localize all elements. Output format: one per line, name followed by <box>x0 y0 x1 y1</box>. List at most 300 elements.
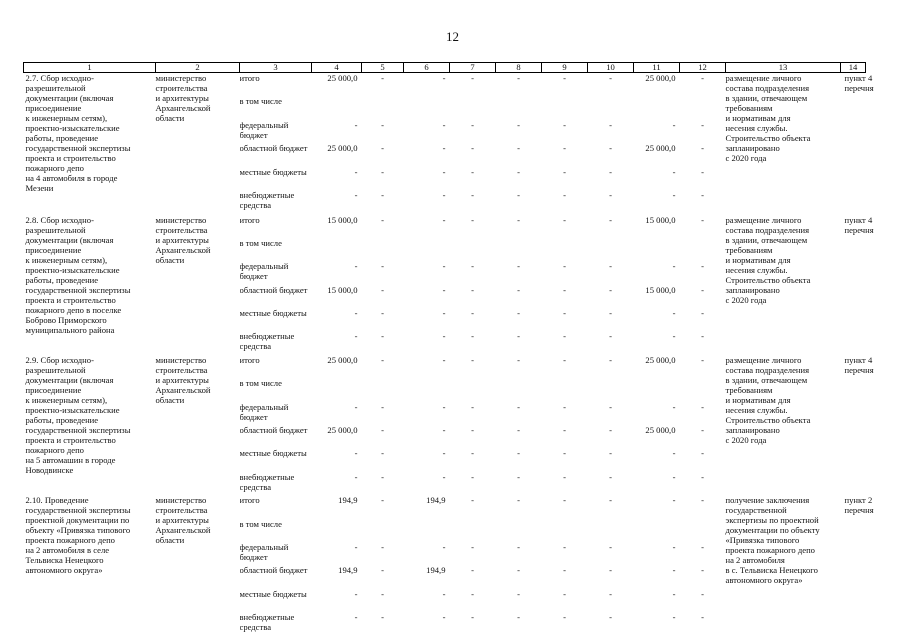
amount-cell <box>680 261 726 284</box>
column-header-6: 6 <box>404 63 450 73</box>
amount-value: - <box>471 541 474 552</box>
funding-source: федеральный бюджет <box>239 541 289 562</box>
amount-value: 25 000,0 <box>327 143 358 154</box>
list-reference-line: перечня <box>844 224 874 235</box>
funding-source: областной бюджет <box>239 284 308 295</box>
amount-cell <box>588 238 634 261</box>
expected-result-line: с 2020 года <box>725 294 767 305</box>
amount-cell <box>634 355 680 378</box>
amount-value: - <box>701 308 704 319</box>
activity-row <box>24 355 866 495</box>
expected-result-line: Строительство объекта <box>725 274 811 285</box>
amount-value: - <box>701 119 704 130</box>
amount-cell <box>450 425 496 448</box>
activity-name <box>24 355 156 495</box>
executor-line: области <box>155 254 185 265</box>
amount-value: - <box>354 471 358 482</box>
amount-cell <box>312 261 362 284</box>
amount-column-4 <box>312 215 362 355</box>
expected-result-line: запланировано <box>725 143 780 153</box>
amount-value: 25 000,0 <box>645 354 676 365</box>
amount-value: - <box>609 119 612 130</box>
amount-column-5 <box>362 73 404 215</box>
amount-cell <box>680 73 726 96</box>
activity-name-line: автономного округа» <box>25 565 103 576</box>
amount-value: - <box>563 425 566 436</box>
amount-cell <box>404 143 450 166</box>
executor-line: министерство <box>155 73 207 83</box>
amount-value: - <box>517 331 520 342</box>
funding-source: местные бюджеты <box>239 448 307 459</box>
amount-value: - <box>471 401 474 412</box>
expected-result-line: требованиям <box>725 384 773 395</box>
amount-cell <box>588 495 634 518</box>
amount-value: 25 000,0 <box>645 73 676 83</box>
expected-result-line: состава подразделения <box>725 224 810 235</box>
amount-value: - <box>442 143 446 154</box>
amount-column-7 <box>450 73 496 215</box>
activity-name-line: проектной документации по <box>25 515 130 526</box>
funding-source: федеральный бюджет <box>239 119 289 140</box>
amount-value: - <box>672 261 676 272</box>
executor-line: Архангельской <box>155 525 211 536</box>
executor-line: и архитектуры <box>155 374 209 385</box>
amount-cell <box>588 120 634 143</box>
amount-value: - <box>442 166 446 177</box>
amount-cell <box>542 73 588 96</box>
amount-value: 25 000,0 <box>327 354 358 365</box>
amount-cell <box>680 378 726 401</box>
executor-line: области <box>155 394 185 405</box>
funding-sources <box>240 495 312 635</box>
amount-value: - <box>517 166 520 177</box>
funding-source: федеральный бюджет <box>239 261 289 282</box>
amount-column-11 <box>634 355 680 495</box>
list-reference-line: пункт 2 <box>844 495 873 506</box>
executor-line: и архитектуры <box>155 234 209 245</box>
funding-source: местные бюджеты <box>239 166 307 177</box>
amount-value: - <box>381 471 384 482</box>
column-header-14: 14 <box>841 63 866 73</box>
expected-result-line: несения службы. <box>725 123 788 133</box>
amount-cell <box>312 589 362 612</box>
amount-cell <box>496 472 542 495</box>
amount-column-4 <box>312 355 362 495</box>
activity-name-line: проекта и строительство <box>25 294 116 305</box>
expected-result-line: в здании, отвечающем <box>725 93 808 103</box>
amount-cell <box>634 167 680 190</box>
list-reference <box>841 495 874 635</box>
amount-cell <box>496 167 542 190</box>
amount-cell <box>450 495 496 518</box>
activity-name-line: 2.7. Сбор исходно- <box>25 73 94 83</box>
amount-column-5 <box>362 495 404 635</box>
amount-value: - <box>381 308 384 319</box>
amount-cell <box>588 143 634 166</box>
amount-cell <box>404 120 450 143</box>
amount-value: - <box>354 261 358 272</box>
amount-cell <box>312 448 362 471</box>
expected-result-line: государственной <box>725 505 787 516</box>
amount-value: - <box>563 565 566 576</box>
amount-value: - <box>517 214 520 225</box>
amount-cell <box>634 612 680 635</box>
amount-value: - <box>672 119 676 130</box>
activity-name-line: пожарного депо в поселке <box>25 304 122 315</box>
amount-column-8 <box>496 73 542 215</box>
activity-name-line: на 2 автомобиля в селе <box>25 545 110 556</box>
amount-cell <box>450 448 496 471</box>
expected-result-line: «Привязка типового <box>725 535 800 546</box>
amount-value: - <box>442 73 446 83</box>
amount-value: - <box>442 541 446 552</box>
amount-value: 25 000,0 <box>327 73 358 83</box>
amount-cell <box>680 190 726 213</box>
activity-name-line: к инженерным сетям), <box>25 113 108 123</box>
amount-cell <box>634 96 680 119</box>
executor-line: области <box>155 535 185 546</box>
amount-cell <box>450 120 496 143</box>
amount-value: - <box>354 541 358 552</box>
expected-result-line: с 2020 года <box>725 153 767 163</box>
amount-cell <box>312 425 362 448</box>
amount-value: - <box>609 308 612 319</box>
amount-cell <box>312 542 362 565</box>
amount-value: - <box>563 143 566 154</box>
amount-value: - <box>609 331 612 342</box>
amount-cell <box>362 355 404 378</box>
list-reference-line: перечня <box>844 83 874 93</box>
list-reference-line: перечня <box>844 505 874 516</box>
amount-cell <box>450 355 496 378</box>
expected-result-line: автономного округа» <box>725 575 803 586</box>
amount-column-5 <box>362 355 404 495</box>
amount-column-12 <box>680 215 726 355</box>
amount-value: - <box>471 308 474 319</box>
amount-cell <box>680 565 726 588</box>
amount-value: - <box>563 495 566 506</box>
amount-cell <box>496 542 542 565</box>
amount-value: - <box>442 284 446 295</box>
amount-cell <box>496 261 542 284</box>
amount-cell <box>404 167 450 190</box>
amount-column-8 <box>496 355 542 495</box>
amount-cell <box>634 589 680 612</box>
amount-value: - <box>442 261 446 272</box>
amount-value: - <box>381 588 384 599</box>
amount-value: - <box>701 166 704 177</box>
amount-cell <box>312 565 362 588</box>
amount-cell <box>680 331 726 354</box>
amount-cell <box>634 519 680 542</box>
amount-value: 194,9 <box>426 565 446 576</box>
amount-cell <box>634 143 680 166</box>
executor-line: и архитектуры <box>155 93 209 103</box>
amount-value: - <box>701 189 704 200</box>
amount-value: - <box>442 612 446 623</box>
activity-name-line: Тельвиска Ненецкого <box>25 555 104 566</box>
activity-name-line: присоединение <box>25 244 82 255</box>
amount-value: - <box>563 284 566 295</box>
amount-value: - <box>701 331 704 342</box>
amount-column-5 <box>362 215 404 355</box>
amount-value: - <box>563 401 566 412</box>
amount-value: 15 000,0 <box>645 284 676 295</box>
amount-cell <box>542 143 588 166</box>
amount-value: - <box>701 214 704 225</box>
amount-cell <box>634 378 680 401</box>
amount-cell <box>680 215 726 238</box>
amount-column-10 <box>588 355 634 495</box>
amount-value: - <box>517 425 520 436</box>
amount-cell <box>362 495 404 518</box>
activity-name-line: разрешительной <box>25 364 86 375</box>
expected-result-line: в здании, отвечающем <box>725 234 808 245</box>
amount-value: - <box>701 284 704 295</box>
amount-cell <box>588 565 634 588</box>
amount-cell <box>496 402 542 425</box>
executor-line: строительства <box>155 83 208 93</box>
amount-cell <box>312 190 362 213</box>
amount-cell <box>496 143 542 166</box>
amount-value: - <box>442 331 446 342</box>
amount-cell <box>634 448 680 471</box>
expected-result-line: требованиям <box>725 103 773 113</box>
amount-value: - <box>563 119 566 130</box>
funding-source: местные бюджеты <box>239 588 307 599</box>
amount-cell <box>312 215 362 238</box>
header-row <box>24 63 866 73</box>
amount-value: - <box>701 354 704 365</box>
list-reference <box>841 214 874 355</box>
amount-cell <box>404 425 450 448</box>
amount-value: - <box>517 471 520 482</box>
amount-cell <box>680 143 726 166</box>
activity-name-line: Боброво Приморского <box>25 314 107 325</box>
executor-line: министерство <box>155 214 207 225</box>
activity-name-line: государственной экспертизы <box>25 284 131 295</box>
amount-cell <box>634 565 680 588</box>
activity-name-line: муниципального района <box>25 324 115 335</box>
amount-value: - <box>701 401 704 412</box>
amount-cell <box>634 238 680 261</box>
amount-value: - <box>609 541 612 552</box>
amount-cell <box>312 285 362 308</box>
column-header-9: 9 <box>542 63 588 73</box>
amount-value: - <box>471 119 474 130</box>
funding-source: в том числе <box>239 378 282 389</box>
amount-cell <box>404 448 450 471</box>
amount-column-9 <box>542 73 588 215</box>
amount-cell <box>496 190 542 213</box>
activity-name-line: работы, проведение <box>25 274 99 285</box>
amount-value: - <box>701 471 704 482</box>
expected-result-line: в с. Тельвиска Ненецкого <box>725 565 818 576</box>
amount-cell <box>542 96 588 119</box>
amount-cell <box>542 261 588 284</box>
amount-value: - <box>609 448 612 459</box>
amount-cell <box>496 495 542 518</box>
amount-cell <box>588 542 634 565</box>
amount-cell <box>542 167 588 190</box>
amount-cell <box>542 378 588 401</box>
amount-cell <box>312 143 362 166</box>
amount-value: - <box>471 166 474 177</box>
amount-value: - <box>381 448 384 459</box>
amount-cell <box>312 519 362 542</box>
amount-value: - <box>354 448 358 459</box>
amount-value: - <box>442 471 446 482</box>
amount-value: - <box>471 588 474 599</box>
expected-result-line: экспертизы по проектной <box>725 515 819 526</box>
amount-cell <box>450 143 496 166</box>
executor-line: Архангельской <box>155 244 211 255</box>
amount-value: - <box>672 189 676 200</box>
amount-cell <box>404 73 450 96</box>
activity-name-line: разрешительной <box>25 83 86 93</box>
amount-value: - <box>471 331 474 342</box>
expected-result-line: и нормативам для <box>725 113 791 123</box>
activity-name-line: присоединение <box>25 384 82 395</box>
funding-source: итого <box>239 214 260 225</box>
amount-cell <box>588 355 634 378</box>
amount-value: - <box>381 214 384 225</box>
amount-value: - <box>672 565 676 576</box>
amount-value: - <box>381 401 384 412</box>
amount-value: - <box>517 119 520 130</box>
activity-name-line: работы, проведение <box>25 133 99 143</box>
column-header-3: 3 <box>240 63 312 73</box>
activity-row <box>24 495 866 635</box>
amount-cell <box>450 215 496 238</box>
amount-cell <box>362 565 404 588</box>
amount-cell <box>362 143 404 166</box>
amount-value: - <box>442 401 446 412</box>
expected-result-line: получение заключения <box>725 495 810 506</box>
expected-result-line: размещение личного <box>725 214 802 225</box>
amount-cell <box>496 378 542 401</box>
amount-cell <box>362 472 404 495</box>
amount-value: - <box>442 308 446 319</box>
amount-value: - <box>471 73 474 83</box>
activity-name-line: присоединение <box>25 103 82 113</box>
expected-result-line: размещение личного <box>725 354 802 365</box>
amount-cell <box>588 215 634 238</box>
column-header-10: 10 <box>588 63 634 73</box>
amount-value: - <box>563 166 566 177</box>
amount-value: - <box>517 73 520 83</box>
amount-cell <box>634 542 680 565</box>
amount-cell <box>362 215 404 238</box>
amount-column-4 <box>312 495 362 635</box>
expected-result-line: размещение личного <box>725 73 802 83</box>
amount-cell <box>542 425 588 448</box>
amount-cell <box>680 308 726 331</box>
amount-value: - <box>381 189 384 200</box>
amount-value: - <box>563 448 566 459</box>
amount-cell <box>362 519 404 542</box>
amount-cell <box>312 331 362 354</box>
amount-value: - <box>609 261 612 272</box>
activity-name <box>24 215 156 355</box>
amount-cell <box>588 190 634 213</box>
amount-value: - <box>672 166 676 177</box>
amount-cell <box>542 120 588 143</box>
activity-name <box>24 73 156 215</box>
amount-cell <box>634 402 680 425</box>
amount-value: - <box>672 331 676 342</box>
amount-value: - <box>701 261 704 272</box>
amount-value: - <box>354 588 358 599</box>
amount-cell <box>496 331 542 354</box>
funding-source: внебюджетные средства <box>239 471 295 492</box>
amount-value: - <box>701 495 704 506</box>
amount-cell <box>404 308 450 331</box>
amount-cell <box>404 565 450 588</box>
amount-cell <box>588 402 634 425</box>
amount-value: - <box>609 495 612 506</box>
amount-cell <box>634 215 680 238</box>
activity-name-line: Мезени <box>25 183 54 193</box>
amount-cell <box>542 472 588 495</box>
amount-cell <box>634 285 680 308</box>
amount-value: - <box>517 261 520 272</box>
expected-result-line: документации по объекту <box>725 525 820 536</box>
amount-value: - <box>471 495 474 506</box>
amount-value: - <box>471 214 474 225</box>
amount-cell <box>450 519 496 542</box>
amount-cell <box>312 238 362 261</box>
activity-name-line: пожарного депо <box>25 163 84 173</box>
amount-value: - <box>471 425 474 436</box>
amount-value: - <box>354 612 358 623</box>
executor-line: и архитектуры <box>155 515 209 526</box>
column-header-2: 2 <box>156 63 240 73</box>
activity-name-line: к инженерным сетям), <box>25 394 108 405</box>
amount-value: - <box>442 354 446 365</box>
funding-source: в том числе <box>239 96 282 107</box>
amount-column-6 <box>404 215 450 355</box>
amount-value: - <box>609 354 612 365</box>
amount-cell <box>542 495 588 518</box>
amount-value: - <box>517 565 520 576</box>
activity-name-line: проекта и строительство <box>25 434 116 445</box>
amount-cell <box>542 190 588 213</box>
amount-column-7 <box>450 495 496 635</box>
activity-name-line: проектно-изыскательские <box>25 264 120 275</box>
amount-cell <box>404 402 450 425</box>
list-reference-line: пункт 4 <box>844 354 873 365</box>
amount-value: - <box>609 73 612 83</box>
amount-cell <box>312 612 362 635</box>
amount-value: 25 000,0 <box>645 143 676 154</box>
amount-value: - <box>471 612 474 623</box>
activity-name-line: разрешительной <box>25 224 86 235</box>
amount-value: - <box>517 448 520 459</box>
amount-cell <box>680 589 726 612</box>
amount-value: - <box>672 448 676 459</box>
amount-value: - <box>381 284 384 295</box>
amount-value: - <box>354 119 358 130</box>
amount-value: - <box>381 612 384 623</box>
amount-value: - <box>517 143 520 154</box>
amount-cell <box>542 238 588 261</box>
funding-source: областной бюджет <box>239 143 308 154</box>
activity-name-line: 2.10. Проведение <box>25 495 89 506</box>
executor-line: министерство <box>155 354 207 365</box>
amount-cell <box>496 565 542 588</box>
amount-cell <box>312 120 362 143</box>
